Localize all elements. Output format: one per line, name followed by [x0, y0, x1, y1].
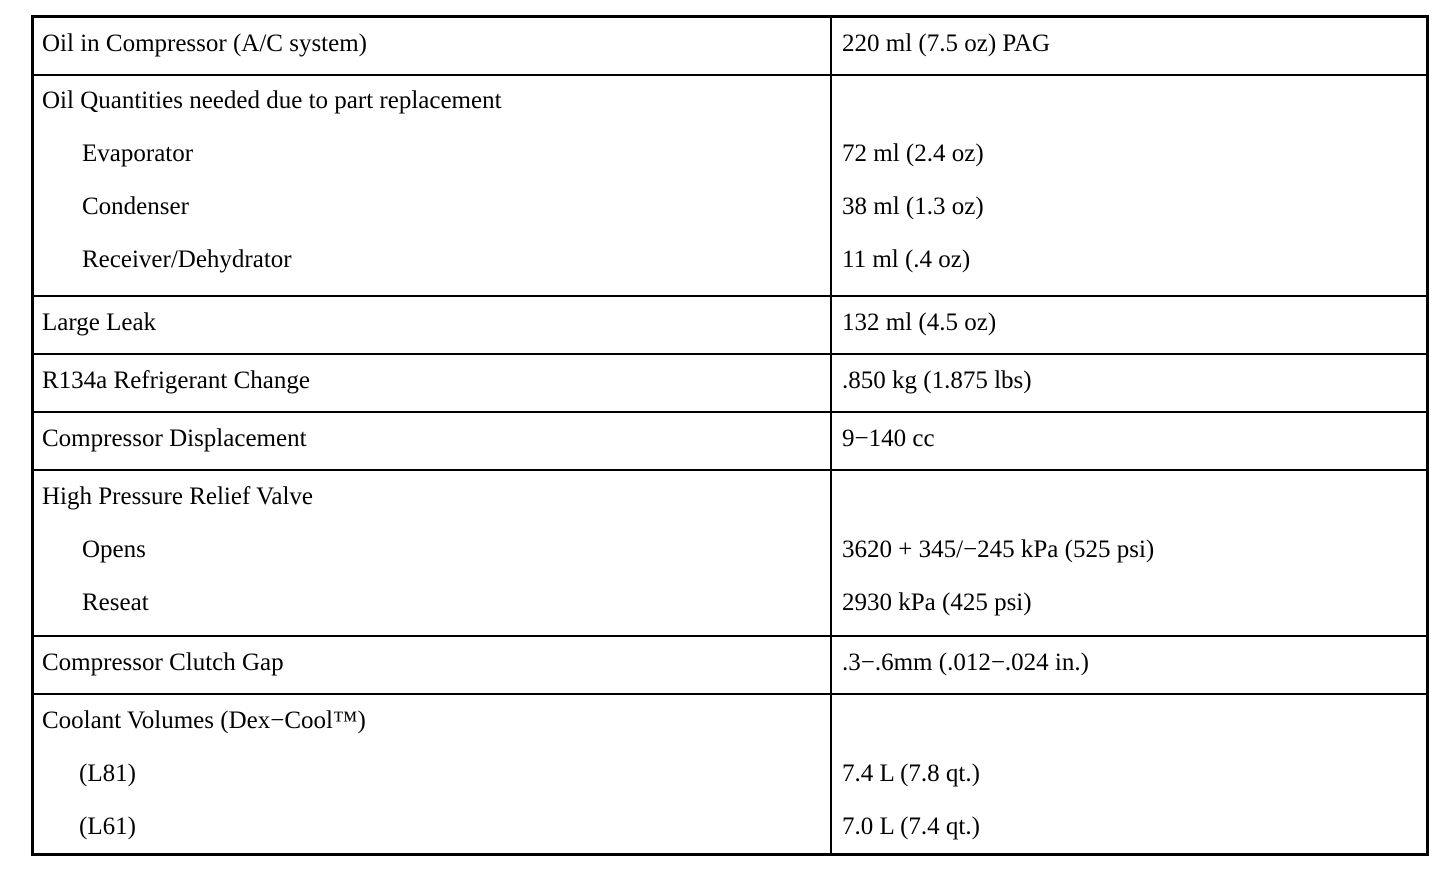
compressor-displacement-label: Compressor Displacement	[42, 425, 307, 452]
condenser-label: Condenser	[82, 193, 189, 220]
relief-valve-label: High Pressure Relief Valve	[42, 483, 314, 510]
row-separator	[34, 411, 1426, 413]
large-leak-label: Large Leak	[42, 309, 157, 336]
spec-table	[31, 15, 1429, 856]
coolant-l81-value: 7.4 L (7.8 qt.)	[842, 760, 980, 787]
relief-opens-value: 3620 + 345/−245 kPa (525 psi)	[842, 536, 1155, 563]
row-separator	[34, 295, 1426, 297]
row-separator	[34, 693, 1426, 695]
coolant-l61-value: 7.0 L (7.4 qt.)	[842, 813, 980, 840]
column-divider	[830, 18, 832, 853]
oil-quantities-label: Oil Quantities needed due to part replacement	[42, 87, 502, 114]
row-separator	[34, 74, 1426, 76]
evaporator-value: 72 ml (2.4 oz)	[842, 140, 984, 167]
refrigerant-change-value: .850 kg (1.875 lbs)	[842, 367, 1032, 394]
oil-in-compressor-value: 220 ml (7.5 oz) PAG	[842, 30, 1051, 57]
compressor-displacement-value: 9−140 cc	[842, 425, 935, 452]
coolant-l61-label: (L61)	[79, 813, 136, 840]
oil-in-compressor-label: Oil in Compressor (A/C system)	[42, 30, 367, 57]
row-separator	[34, 469, 1426, 471]
evaporator-label: Evaporator	[82, 140, 194, 167]
receiver-dehydrator-value: 11 ml (.4 oz)	[842, 246, 971, 273]
row-separator	[34, 635, 1426, 637]
clutch-gap-label: Compressor Clutch Gap	[42, 649, 284, 676]
large-leak-value: 132 ml (4.5 oz)	[842, 309, 997, 336]
coolant-volumes-label: Coolant Volumes (Dex−Cool™)	[42, 707, 366, 734]
refrigerant-change-label: R134a Refrigerant Change	[42, 367, 310, 394]
condenser-value: 38 ml (1.3 oz)	[842, 193, 984, 220]
clutch-gap-value: .3−.6mm (.012−.024 in.)	[842, 649, 1089, 676]
relief-reseat-label: Reseat	[82, 589, 149, 616]
receiver-dehydrator-label: Receiver/Dehydrator	[82, 246, 292, 273]
coolant-l81-label: (L81)	[79, 760, 136, 787]
relief-reseat-value: 2930 kPa (425 psi)	[842, 589, 1032, 616]
row-separator	[34, 353, 1426, 355]
relief-opens-label: Opens	[82, 536, 146, 563]
